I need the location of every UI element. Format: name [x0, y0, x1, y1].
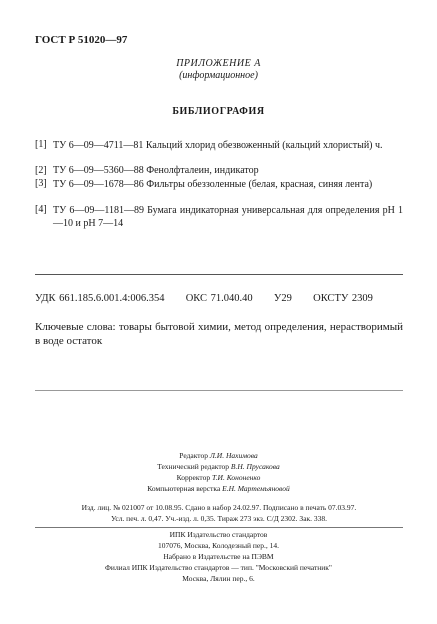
publisher-line-5: Москва, Лялин пер., 6. — [182, 574, 255, 583]
okstu-code: ОКСТУ 2309 — [313, 293, 373, 304]
credit-name: В.Н. Прусакова — [230, 462, 280, 471]
appendix-title: ПРИЛОЖЕНИЕ А — [176, 58, 261, 69]
ref-number: [3] — [35, 178, 47, 189]
standard-number: ГОСТ Р 51020—97 — [35, 34, 128, 46]
credit-label: Корректор — [176, 473, 211, 482]
ref-number: [2] — [35, 165, 47, 176]
oks-code: ОКС 71.040.40 — [185, 293, 253, 304]
publisher-line-2: 107076, Москва, Колодезный пер., 14. — [158, 541, 279, 550]
ref-text: ТУ 6—09—1678—86 Фильтры обеззоленные (белая, красная, синяя лента) — [53, 179, 373, 190]
credit-name: Т.И. Кононенко — [211, 473, 261, 482]
credit-editor — [0, 451, 437, 460]
credit-label: Редактор — [179, 451, 208, 460]
classification-line — [35, 293, 373, 304]
ref-number: [1] — [35, 139, 47, 150]
credit-corrector — [0, 473, 437, 482]
ref-number: [4] — [35, 204, 47, 215]
publisher-line-4: Филиал ИПК Издательство стандартов — тип. "Московский печатник" — [105, 563, 332, 572]
credit-name: Е.Н. Мартемьяновой — [222, 484, 290, 493]
ref-text: ТУ 6—09—5360—88 Фенолфталеин, индикатор — [53, 165, 259, 176]
ref-text: ТУ 6—09—1181—89 Бумага индикаторная универсальная для определения рН 1—10 и рН 7—14 — [53, 205, 403, 229]
credit-layout — [0, 484, 437, 493]
appendix-subtitle: (информационное) — [179, 70, 258, 81]
separator-line — [35, 527, 403, 528]
credit-tech-editor — [0, 462, 437, 471]
keywords: Ключевые слова: товары бытовой химии, метод определения, нерастворимый в воде остаток — [35, 321, 403, 347]
ref-text: ТУ 6—09—4711—81 Кальций хлорид обезвоженный (кальций хлористый) ч. — [53, 140, 383, 151]
publisher-line-1: ИПК Издательство стандартов — [169, 530, 268, 539]
separator-line — [35, 390, 403, 391]
imprint-line-2: Усл. печ. л. 0,47. Уч.-изд. л. 0,35. Тираж 273 экз. С/Д 2302. Зак. 338. — [110, 514, 328, 523]
bibliography-heading: БИБЛИОГРАФИЯ — [172, 106, 265, 117]
credit-name: Л.И. Нахимова — [209, 451, 258, 460]
udc-code: УДК 661.185.6.001.4:006.354 — [35, 293, 165, 304]
credit-label: Технический редактор — [157, 462, 230, 471]
publisher-line-3: Набрано в Издательстве на ПЭВМ — [163, 552, 274, 561]
imprint-line-1: Изд. лиц. № 021007 от 10.08.95. Сдано в набор 24.02.97. Подписано в печать 07.03.97. — [81, 503, 357, 512]
u-code: У29 — [273, 293, 292, 304]
separator-line — [35, 274, 403, 275]
credit-label: Компьютерная верстка — [147, 484, 221, 493]
